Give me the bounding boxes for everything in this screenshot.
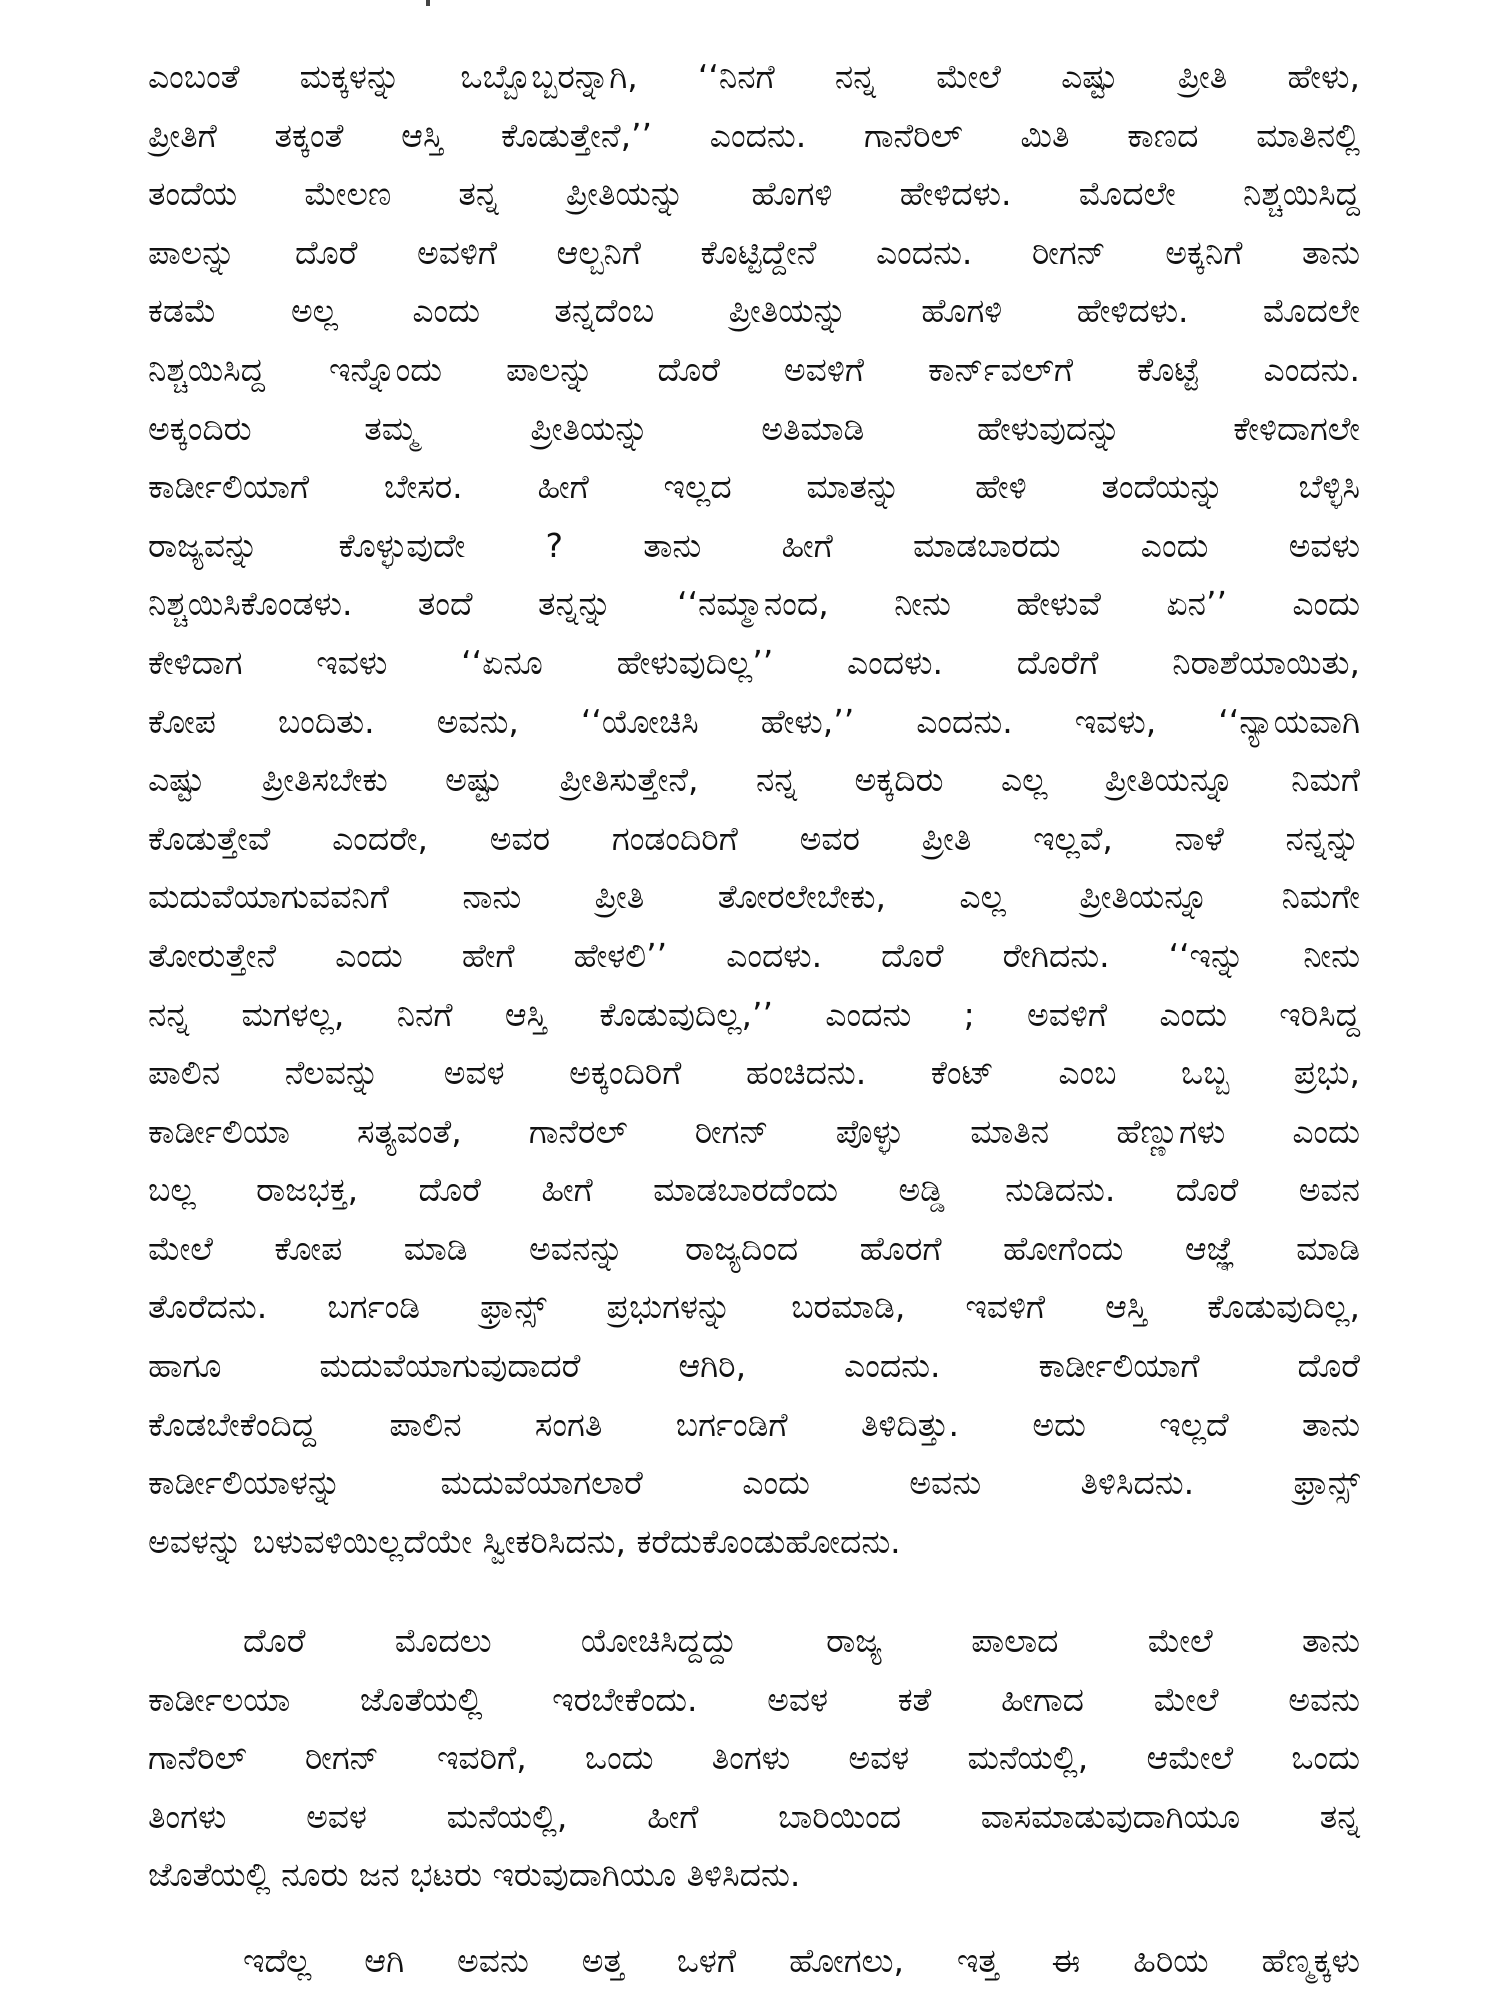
paragraph-line: ಮೇಲೆ ಕೋಪ ಮಾಡಿ ಅವನನ್ನು ರಾಜ್ಯದಿಂದ ಹೊರಗೆ ಹೋಗೆಂದು ಆಜ್ಞೆ ಮಾಡಿ xyxy=(148,1228,1360,1268)
paragraph-line: ಬಲ್ಲ ರಾಜಭಕ್ತ, ದೊರೆ ಹೀಗೆ ಮಾಡಬಾರದೆಂದು ಅಡ್ಡಿ ನುಡಿದನು. ದೊರೆ ಅವನ xyxy=(148,1170,1360,1210)
paragraph-line: ಕೋಪ ಬಂದಿತು. ಅವನು, ‘‘ಯೋಚಿಸಿ ಹೇಳು,’’ ಎಂದನು. ಇವಳು, ‘‘ನ್ಯಾಯವಾಗಿ xyxy=(148,701,1360,741)
paragraph-line: ತಂದೆಯ ಮೇಲಣ ತನ್ನ ಪ್ರೀತಿಯನ್ನು ಹೊಗಳಿ ಹೇಳಿದಳು. ಮೊದಲೇ ನಿಶ್ಚಯಿಸಿದ್ದ xyxy=(148,174,1360,214)
paragraph-3 xyxy=(148,1932,1360,1991)
paragraph-line: ಎಷ್ಟು ಪ್ರೀತಿಸಬೇಕು ಅಷ್ಟು ಪ್ರೀತಿಸುತ್ತೇನೆ, ನನ್ನ ಅಕ್ಕದಿರು ಎಲ್ಲ ಪ್ರೀತಿಯನ್ನೂ ನಿಮಗೆ xyxy=(148,760,1360,800)
paragraph-line: ಕಾರ್ಡೀಲಿಯಾಳನ್ನು ಮದುವೆಯಾಗಲಾರೆ ಎಂದು ಅವನು ತಿಳಿಸಿದನು. ಫ್ರಾನ್ಸ್ xyxy=(148,1463,1360,1503)
paragraph-line: ಪಾಲಿನ ನೆಲವನ್ನು ಅವಳ ಅಕ್ಕಂದಿರಿಗೆ ಹಂಚಿದನು. ಕೆಂಟ್ ಎಂಬ ಒಬ್ಬ ಪ್ರಭು, xyxy=(148,1053,1360,1093)
paragraph-line: ಕೊಡಬೇಕೆಂದಿದ್ದ ಪಾಲಿನ ಸಂಗತಿ ಬರ್ಗಂಡಿಗೆ ತಿಳಿದಿತ್ತು. ಅದು ಇಲ್ಲದೆ ತಾನು xyxy=(148,1404,1360,1444)
paragraph-line: ಗಾನೆರಿಲ್ ರೀಗನ್ ಇವರಿಗೆ, ಒಂದು ತಿಂಗಳು ಅವಳ ಮನೆಯಲ್ಲಿ, ಆಮೇಲೆ ಒಂದು xyxy=(148,1738,1360,1778)
paragraph-line: ಪಾಲನ್ನು ದೊರೆ ಅವಳಿಗೆ ಆಲ್ಬನಿಗೆ ಕೊಟ್ಟಿದ್ದೇನೆ ಎಂದನು. ರೀಗನ್ ಅಕ್ಕನಿಗೆ ತಾನು xyxy=(148,232,1360,272)
paragraph-line: ಎಂಬಂತೆ ಮಕ್ಕಳನ್ನು ಒಬ್ಬೊಬ್ಬರನ್ನಾಗಿ, ‘‘ನಿನಗೆ ನನ್ನ ಮೇಲೆ ಎಷ್ಟು ಪ್ರೀತಿ ಹೇಳು, xyxy=(148,57,1360,96)
paragraph-line: ಮದುವೆಯಾಗುವವನಿಗೆ ನಾನು ಪ್ರೀತಿ ತೋರಲೇಬೇಕು, ಎಲ್ಲ ಪ್ರೀತಿಯನ್ನೂ ನಿಮಗೇ xyxy=(148,877,1360,917)
paragraph-line: ಕಾರ್ಡೀಲಿಯಾ ಸತ್ಯವಂತೆ, ಗಾನೆರಲ್ ರೀಗನ್ ಪೊಳ್ಳು ಮಾತಿನ ಹೆಣ್ಣುಗಳು ಎಂದು xyxy=(148,1111,1360,1151)
paragraph-line: ಕಡಮೆ ಅಲ್ಲ ಎಂದು ತನ್ನದೆಂಬ ಪ್ರೀತಿಯನ್ನು ಹೊಗಳಿ ಹೇಳಿದಳು. ಮೊದಲೇ xyxy=(148,291,1360,331)
paragraph-1 xyxy=(148,48,1360,1571)
paragraph-line: ಅವಳನ್ನು ಬಳುವಳಿಯಿಲ್ಲದೆಯೇ ಸ್ವೀಕರಿಸಿದನು, ಕರೆದುಕೊಂಡುಹೋದನು. xyxy=(148,1521,901,1561)
paragraph-line: ಜೊತೆಯಲ್ಲಿ ನೂರು ಜನ ಭಟರು ಇರುವುದಾಗಿಯೂ ತಿಳಿಸಿದನು. xyxy=(148,1855,801,1895)
paragraph-line: ಪ್ರೀತಿಗೆ ತಕ್ಕಂತೆ ಆಸ್ತಿ ಕೊಡುತ್ತೇನೆ,’’ ಎಂದನು. ಗಾನೆರಿಲ್ ಮಿತಿ ಕಾಣದ ಮಾತಿನಲ್ಲಿ xyxy=(148,115,1360,155)
paragraph-line: ಹಾಗೂ ಮದುವೆಯಾಗುವುದಾದರೆ ಆಗಿರಿ, ಎಂದನು. ಕಾರ್ಡೀಲಿಯಾಗೆ ದೊರೆ xyxy=(148,1346,1360,1386)
paragraph-line: ತಿಂಗಳು ಅವಳ ಮನೆಯಲ್ಲಿ, ಹೀಗೆ ಬಾರಿಯಿಂದ ವಾಸಮಾಡುವುದಾಗಿಯೂ ತನ್ನ xyxy=(148,1796,1360,1836)
paragraph-line: ನನ್ನ ಮಗಳಲ್ಲ, ನಿನಗೆ ಆಸ್ತಿ ಕೊಡುವುದಿಲ್ಲ,’’ ಎಂದನು ; ಅವಳಿಗೆ ಎಂದು ಇರಿಸಿದ್ದ xyxy=(148,994,1360,1034)
paragraph-line: ತೊರೆದನು. ಬರ್ಗಂಡಿ ಫ್ರಾನ್ಸ್ ಪ್ರಭುಗಳನ್ನು ಬರಮಾಡಿ, ಇವಳಿಗೆ ಆಸ್ತಿ ಕೊಡುವುದಿಲ್ಲ, xyxy=(148,1287,1360,1327)
scan-mark xyxy=(426,0,430,6)
paragraph-2 xyxy=(148,1612,1360,1905)
paragraph-line: ಇದೆಲ್ಲ ಆಗಿ ಅವನು ಅತ್ತ ಒಳಗೆ ಹೋಗಲು, ಇತ್ತ ಈ ಹಿರಿಯ ಹೆಣ್ಮಕ್ಕಳು xyxy=(243,1941,1360,1980)
paragraph-line: ನಿಶ್ಚಯಿಸಿದ್ದ ಇನ್ನೊಂದು ಪಾಲನ್ನು ದೊರೆ ಅವಳಿಗೆ ಕಾರ್ನ್‌ವಲ್‌ಗೆ ಕೊಟ್ಟೆ ಎಂದನು. xyxy=(148,349,1360,389)
paragraph-line: ನಿಶ್ಚಯಿಸಿಕೊಂಡಳು. ತಂದೆ ತನ್ನನ್ನು ‘‘ನಮ್ಮಾನಂದ, ನೀನು ಹೇಳುವೆ ಏನ’’ ಎಂದು xyxy=(148,584,1360,624)
paragraph-line: ತೋರುತ್ತೇನೆ ಎಂದು ಹೇಗೆ ಹೇಳಲಿ’’ ಎಂದಳು. ದೊರೆ ರೇಗಿದನು. ‘‘ಇನ್ನು ನೀನು xyxy=(148,935,1360,975)
paragraph-line: ಕಾರ್ಡೀಲಿಯಾಗೆ ಬೇಸರ. ಹೀಗೆ ಇಲ್ಲದ ಮಾತನ್ನು ಹೇಳಿ ತಂದೆಯನ್ನು ಬೆಳ್ಳಿಸಿ xyxy=(148,467,1360,507)
paragraph-line: ಕೇಳಿದಾಗ ಇವಳು ‘‘ಏನೂ ಹೇಳುವುದಿಲ್ಲ’’ ಎಂದಳು. ದೊರೆಗೆ ನಿರಾಶೆಯಾಯಿತು, xyxy=(148,642,1360,682)
paragraph-line: ಕೊಡುತ್ತೇವೆ ಎಂದರೇ, ಅವರ ಗಂಡಂದಿರಿಗೆ ಅವರ ಪ್ರೀತಿ ಇಲ್ಲವೆ, ನಾಳೆ ನನ್ನನ್ನು xyxy=(148,818,1360,858)
paragraph-line: ದೊರೆ ಮೊದಲು ಯೋಚಿಸಿದ್ದದ್ದು ರಾಜ್ಯ ಪಾಲಾದ ಮೇಲೆ ತಾನು xyxy=(243,1621,1360,1660)
paragraph-line: ಕಾರ್ಡೀಲಯಾ ಜೊತೆಯಲ್ಲಿ ಇರಬೇಕೆಂದು. ಅವಳ ಕತೆ ಹೀಗಾದ ಮೇಲೆ ಅವನು xyxy=(148,1679,1360,1719)
paragraph-line: ರಾಜ್ಯವನ್ನು ಕೊಳ್ಳುವುದೇ ? ತಾನು ಹೀಗೆ ಮಾಡಬಾರದು ಎಂದು ಅವಳು xyxy=(148,525,1360,565)
paragraph-line: ಅಕ್ಕಂದಿರು ತಮ್ಮ ಪ್ರೀತಿಯನ್ನು ಅತಿಮಾಡಿ ಹೇಳುವುದನ್ನು ಕೇಳಿದಾಗಲೇ xyxy=(148,408,1360,448)
